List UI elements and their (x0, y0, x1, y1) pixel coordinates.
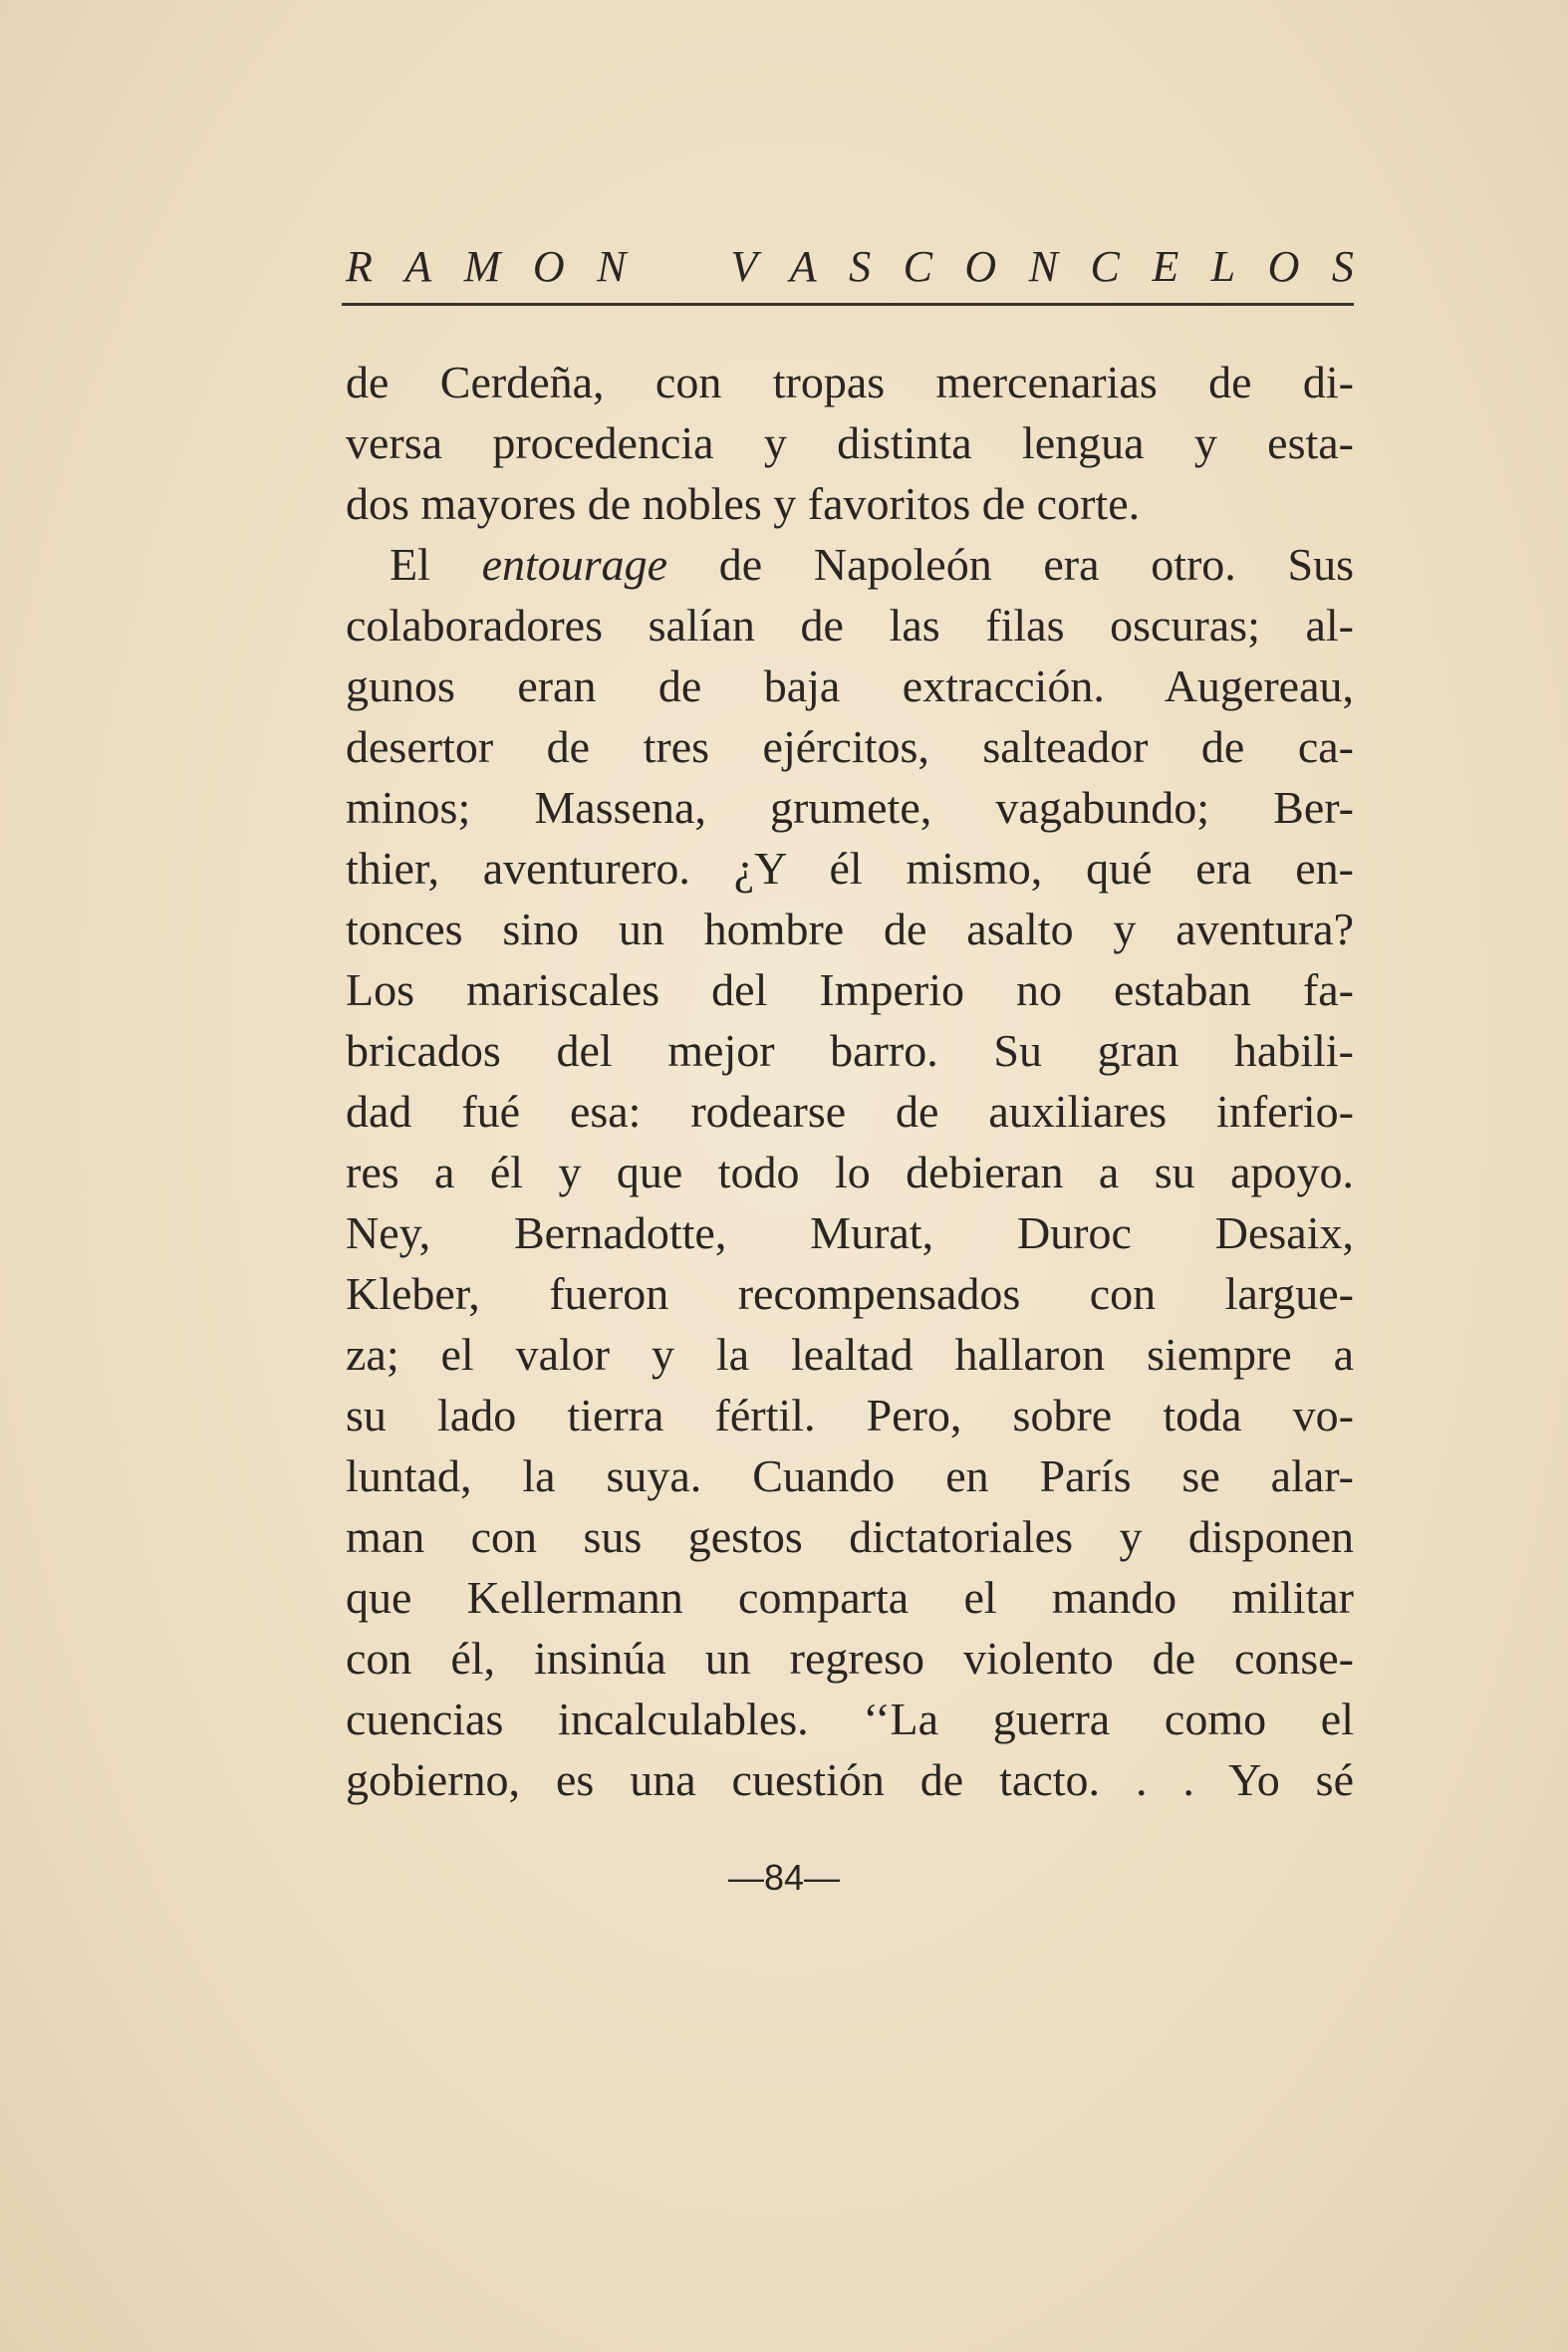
text-line: su lado tierra fértil. Pero, sobre toda vo- (346, 1390, 1354, 1440)
text-line (346, 534, 1354, 595)
text-run: de Napoleón era otro. Sus (667, 539, 1354, 590)
text-line: Ney, Bernadotte, Murat, Duroc Desaix, (346, 1207, 1354, 1258)
text-line: con él, insinúa un regreso violento de conse- (346, 1633, 1354, 1684)
text-line: gobierno, es una cuestión de tacto. . . Yo sé (346, 1754, 1354, 1805)
text-line: cuencias incalculables. ‘‘La guerra como el (346, 1694, 1354, 1744)
text-line: tonces sino un hombre de asalto y aventura? (346, 904, 1354, 954)
text-line: man con sus gestos dictatoriales y disponen (346, 1511, 1354, 1562)
text-line: bricados del mejor barro. Su gran habili- (346, 1025, 1354, 1076)
paragraph-2 (346, 534, 1354, 1810)
text-line: de Cerdeña, con tropas mercenarias de di- (346, 357, 1354, 407)
text-line: gunos eran de baja extracción. Augereau, (346, 660, 1354, 711)
running-head-letter: R (346, 242, 373, 291)
running-head-letter: N (1028, 242, 1059, 291)
running-head-letter: O (532, 242, 565, 291)
running-head-letter: A (789, 242, 817, 291)
text-line: Los mariscales del Imperio no estaban fa- (346, 964, 1354, 1015)
running-head-letter: S (849, 242, 872, 291)
running-head (346, 237, 1354, 297)
running-head-letter: M (463, 242, 501, 291)
page-number: —84— (727, 1857, 841, 1898)
text-line: za; el valor y la lealtad hallaron siempre a (346, 1329, 1354, 1380)
italic-term: entourage (481, 539, 668, 590)
running-head-letter: C (1090, 242, 1120, 291)
text-line: que Kellermann comparta el mando militar (346, 1572, 1354, 1623)
running-head-letter: S (1331, 242, 1354, 291)
text-line: versa procedencia y distinta lengua y esta- (346, 417, 1354, 468)
running-head-letter: O (1267, 242, 1300, 291)
header-rule (342, 303, 1354, 306)
text-line: dos mayores de nobles y favoritos de corte. (346, 478, 1141, 529)
running-head-letter: L (1210, 242, 1236, 291)
paragraph-1 (346, 352, 1354, 534)
running-head-letter: C (903, 242, 932, 291)
text-line: luntad, la suya. Cuando en París se alar- (346, 1450, 1354, 1501)
running-head-letter: V (730, 242, 758, 291)
text-line: desertor de tres ejércitos, salteador de ca- (346, 721, 1354, 772)
text-line: minos; Massena, grumete, vagabundo; Ber- (346, 782, 1354, 833)
running-head-letter: N (597, 242, 627, 291)
text-run: El (390, 539, 482, 590)
text-line: colaboradores salían de las filas oscuras; al- (346, 600, 1354, 651)
running-head-letter: A (404, 242, 432, 291)
text-line: thier, aventurero. ¿Y él mismo, qué era en- (346, 843, 1354, 894)
text-line: dad fué esa: rodearse de auxiliares inferio- (346, 1086, 1354, 1137)
running-head-letter: O (964, 242, 997, 291)
running-head-letter: E (1152, 242, 1179, 291)
body-text (346, 352, 1354, 1810)
text-line: Kleber, fueron recompensados con largue- (346, 1268, 1354, 1319)
text-line: res a él y que todo lo debieran a su apoyo. (346, 1147, 1354, 1197)
